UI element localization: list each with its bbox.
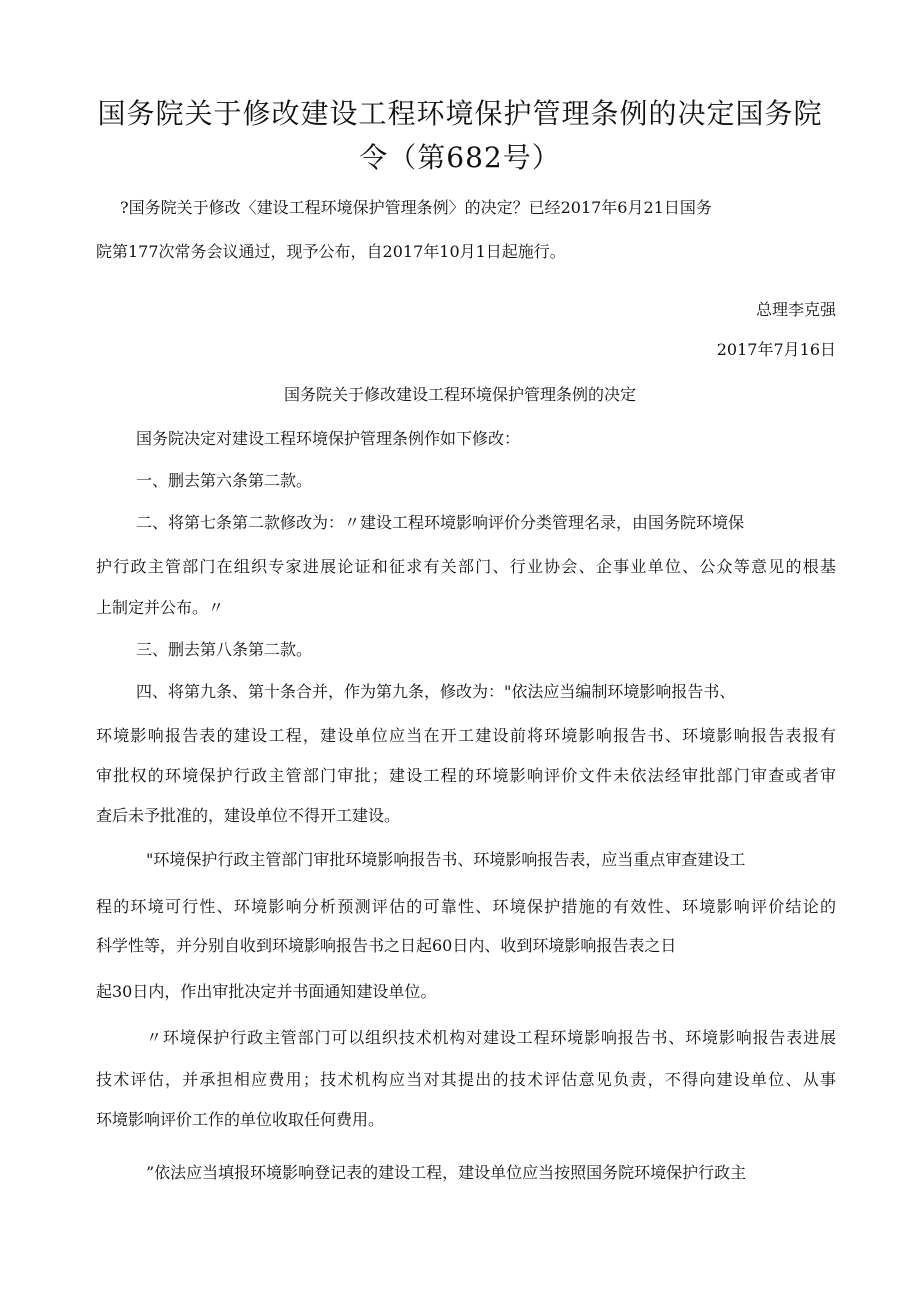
para-6-line-1: 〃环境保护行政主管部门可以组织技术机构对建设工程环境影响报告书、环境影响报告表进展 — [146, 1028, 836, 1047]
date: 2017年7月16日 — [716, 340, 836, 359]
document-title-line-2: 令（第682号） — [359, 141, 561, 174]
intro-line-2: 院第177次常务会议通过，现予公布，自2017年10月1日起施行。 — [96, 242, 566, 261]
item-1: 一、删去第六条第二款。 — [136, 471, 313, 490]
para-5-line-3: 科学性等，并分别自收到环境影响报告书之日起60日内、收到环境影响报告表之日 — [96, 936, 677, 955]
item-3: 三、删去第八条第二款。 — [136, 640, 313, 659]
decision-intro: 国务院决定对建设工程环境保护管理条例作如下修改： — [136, 429, 521, 448]
item-2-line-3: 上制定并公布。〃 — [96, 598, 225, 617]
document-title-line-1: 国务院关于修改建设工程环境保护管理条例的决定国务院 — [97, 97, 823, 130]
para-6-line-3: 环境影响评价工作的单位收取任何费用。 — [96, 1110, 385, 1129]
item-2-line-1: 二、将第七条第二款修改为：〃建设工程环境影响评价分类管理名录，由国务院环境保 — [136, 513, 745, 532]
item-2-line-2: 护行政主管部门在组织专家进展论证和征求有关部门、行业协会、企事业单位、公众等意见的根基 — [96, 557, 836, 576]
para-6-line-2: 技术评估，并承担相应费用；技术机构应当对其提出的技术评估意见负责，不得向建设单位、从事 — [96, 1070, 836, 1089]
item-4-line-2: 环境影响报告表的建设工程，建设单位应当在开工建设前将环境影响报告书、环境影响报告表报有 — [96, 726, 836, 745]
signature: 总理李克强 — [755, 300, 836, 319]
para-7-line-1: ”依法应当填报环境影响登记表的建设工程，建设单位应当按照国务院环境保护行政主 — [146, 1163, 747, 1182]
item-4-line-3: 审批权的环境保护行政主管部门审批；建设工程的环境影响评价文件未依法经审批部门审查或者审 — [96, 766, 836, 785]
decision-title: 国务院关于修改建设工程环境保护管理条例的决定 — [283, 385, 636, 404]
para-5-line-4: 起30日内，作出审批决定并书面通知建设单位。 — [96, 982, 437, 1001]
item-4-line-4: 查后未予批准的，建设单位不得开工建设。 — [96, 806, 401, 825]
para-5-line-2: 程的环境可行性、环境影响分析预测评估的可靠性、环境保护措施的有效性、环境影响评价结论的 — [96, 897, 836, 916]
intro-line-1: ?国务院关于修改〈建设工程环境保护管理条例〉的决定？已经2017年6月21日国务 — [120, 198, 712, 217]
para-5-line-1: "环境保护行政主管部门审批环境影响报告书、环境影响报告表，应当重点审查建设工 — [146, 850, 746, 869]
item-4-line-1: 四、将第九条、第十条合并，作为第九条，修改为："依法应当编制环境影响报告书、 — [136, 682, 736, 701]
